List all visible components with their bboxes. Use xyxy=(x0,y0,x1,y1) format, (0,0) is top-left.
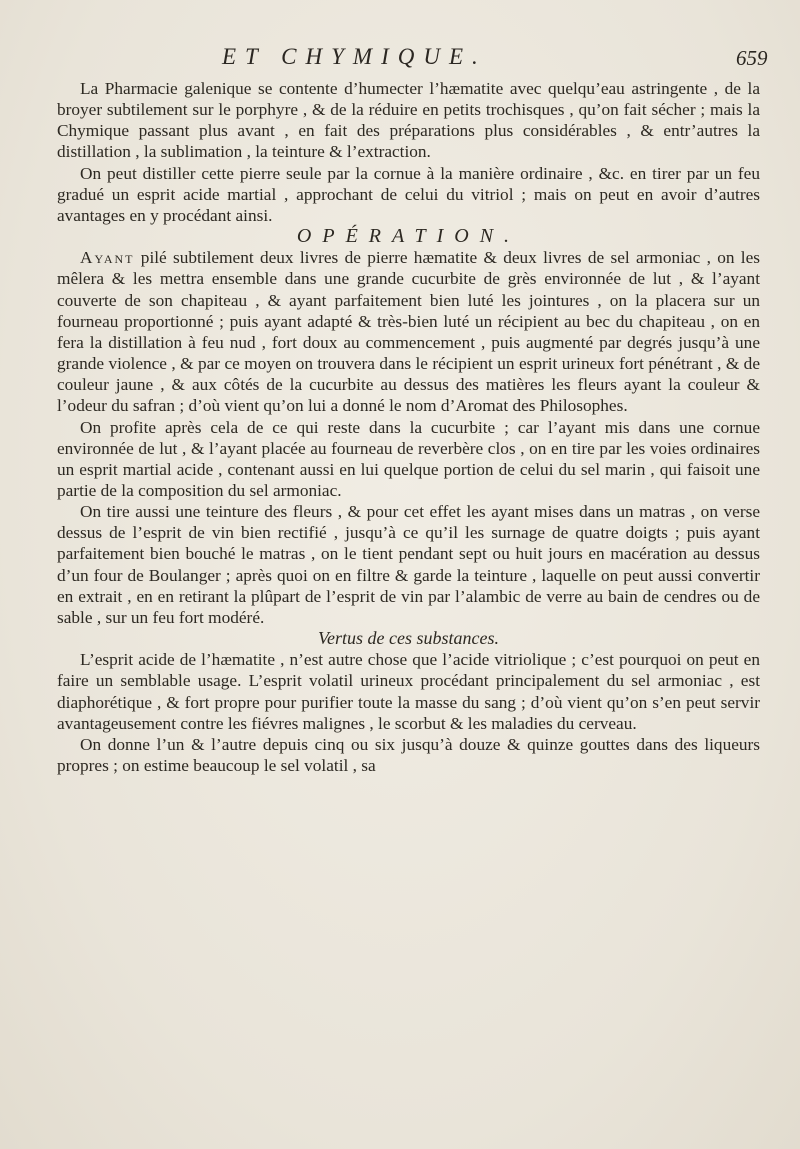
paragraph-operation xyxy=(57,247,760,416)
paragraph-esprit-acide: L’esprit acide de l’hæmatite , n’est autre chose que l’acide vitriolique ; c’est pourquoi on peut en faire un semblable usage. L’esprit volatil urineux procédant principalement du sel armoniac , est diaphorétique , & fort propre pour purifier toute la masse du sang ; d’où vient qu’on s’en peut servir avantageusement contre les fiévres malignes , le scorbut & les maladies du cerveau. xyxy=(57,650,760,733)
paragraph-teinture: On tire aussi une teinture des fleurs , & pour cet effet les ayant mises dans un matras , on verse dessus de l’esprit de vin bien rectifié , jusqu’à ce qu’il les surnage de quatre doigts ; puis ayant parfaitement bien bouché le matras , on le tient pendant sept ou huit jours en macération au dessus d’un four de Boulanger ; après quoi on en filtre & garde la teinture , laquelle on peut aussi convertir en extrait , en en retirant la plûpart de l’esprit de vin par l’alambic de verre au bain de cendres ou de sable , sur un feu fort modéré. xyxy=(57,502,760,627)
paragraph-lead-word: Ayant xyxy=(80,248,135,268)
paragraph-dosage: On donne l’un & l’autre depuis cinq ou six jusqu’à douze & quinze gouttes dans des liqueurs propres ; on estime beaucoup le sel volatil , sa xyxy=(57,734,760,775)
page-number: 659 xyxy=(736,46,768,70)
section-heading-operation: OPÉRATION. xyxy=(296,225,521,248)
paragraph-distiller: On peut distiller cette pierre seule par la cornue à la manière ordinaire , &c. en tirer par un feu gradué un esprit acide martial , approchant de celui du vitriol ; mais on peut en avoir d’autres avantages en y procédant ainsi. xyxy=(57,163,760,225)
page-header xyxy=(0,44,800,74)
body-text xyxy=(57,78,760,776)
paragraph-cornue: On profite après cela de ce qui reste dans la cucurbite ; car l’ayant mis dans une cornue environnée de lut , & l’ayant placée au fourneau de reverbère clos , on en tire par les voies ordinaires un esprit martial acide , contenant aussi en lui quelque portion de celui du sel marin , qui faisoit une partie de la composition du sel armoniac. xyxy=(57,417,760,500)
paragraph-pharmacie: La Pharmacie galenique se contente d’humecter l’hæmatite avec quelqu’eau astringente , de la broyer subtilement sur le porphyre , & de la réduire en petits trochisques , qu’on fait sécher ; mais la Chymique passant plus avant , en fait des préparations plus considérables , & entr’autres la distillation , la sublimation , la teinture & l’extraction. xyxy=(57,79,760,162)
subheading-vertus: Vertus de ces substances. xyxy=(318,628,499,649)
running-title: ET CHYMIQUE. xyxy=(222,44,487,69)
paragraph-operation-text: pilé subtilement deux livres de pierre hæmatite & deux livres de sel armoniac , on les mêlera & les mettra ensemble dans une grande cucurbite de grès environnée de lut , & l’ayant couverte de son chapiteau , & ayant parfaitement bien luté les jointures , on la placera sur un fourneau proportionné ; puis ayant adapté & très-bien luté un récipient au bec du chapiteau , on en fera la distillation à feu nud , fort doux au commencement , puis augmenté par degrés jusqu’à une grande violence , & par ce moyen on trouvera dans le récipient un esprit urineux fort pénétrant , & de couleur jaune , & aux côtés de la cucurbite au dessus des matières les fleurs ayant la couleur & l’odeur du safran ; d’où vient qu’on lui a donné le nom d’Aromat des Philosophes. xyxy=(57,248,760,416)
